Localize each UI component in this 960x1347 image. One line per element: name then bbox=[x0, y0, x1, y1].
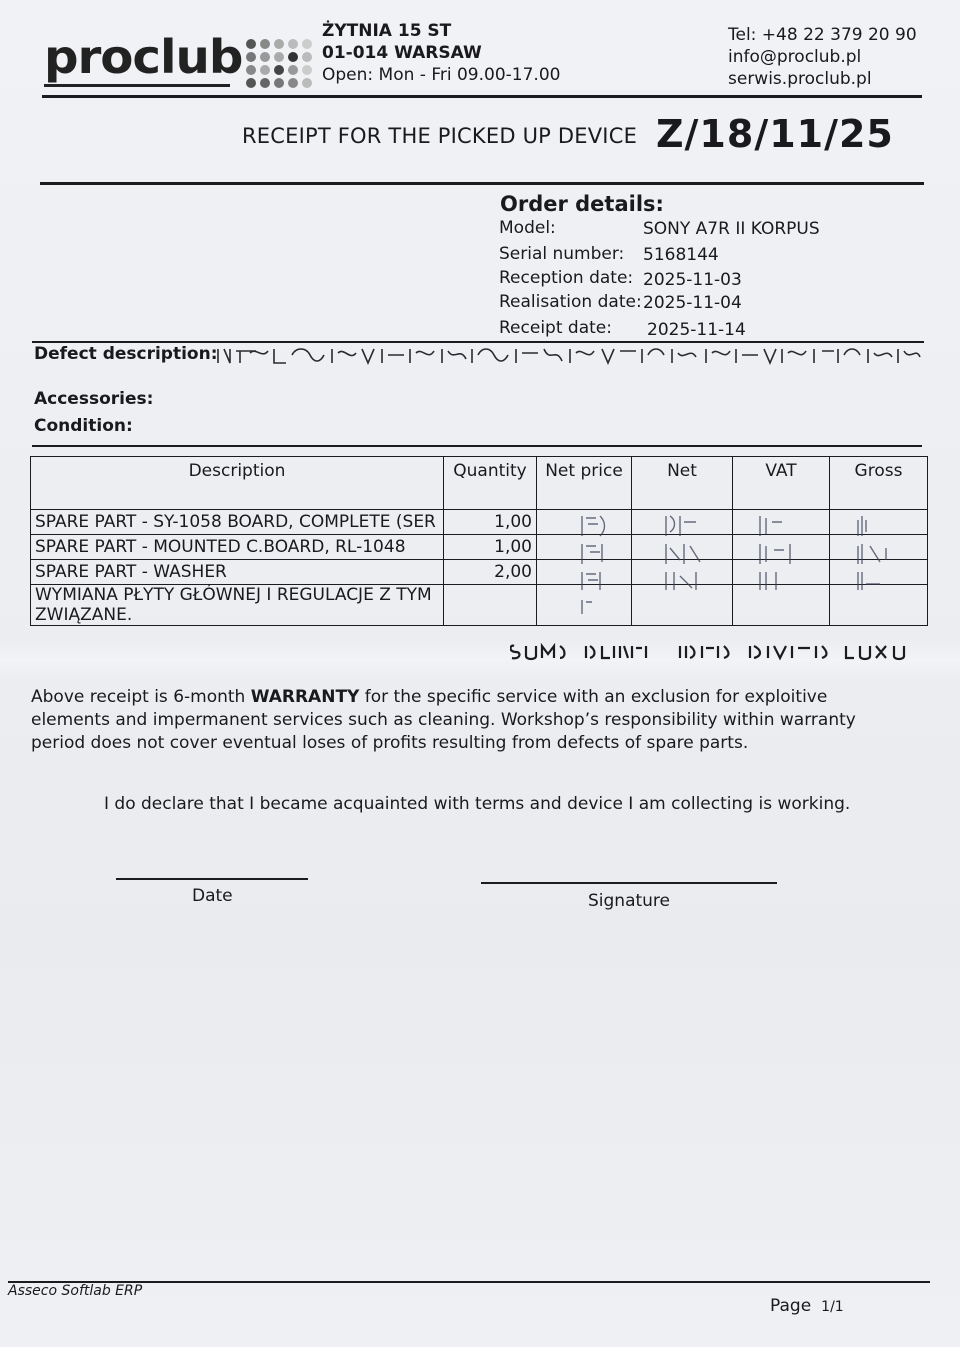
row-description: SPARE PART - SY-1058 BOARD, COMPLETE (SER bbox=[31, 510, 444, 535]
opening-hours: Open: Mon - Fri 09.00-17.00 bbox=[322, 65, 561, 85]
row-quantity bbox=[444, 585, 537, 626]
serial-label: Serial number: bbox=[499, 244, 625, 264]
row-quantity: 2,00 bbox=[444, 560, 537, 585]
receipt-date-value: 2025-11-14 bbox=[647, 320, 746, 340]
table-header-row bbox=[31, 457, 928, 510]
col-gross: Gross bbox=[830, 457, 928, 510]
table-top-divider bbox=[32, 445, 922, 447]
col-net: Net bbox=[632, 457, 733, 510]
redacted-sum bbox=[510, 640, 910, 662]
company-address bbox=[322, 20, 560, 86]
redacted-defect-text bbox=[216, 345, 922, 367]
redacted-prices bbox=[570, 510, 910, 620]
col-description: Description bbox=[31, 457, 444, 510]
row-description: SPARE PART - WASHER bbox=[31, 560, 444, 585]
row-description: WYMIANA PŁYTY GŁÓWNEJ I REGULACJE Z TYM ZWIĄZANE. bbox=[31, 585, 444, 626]
address-street: ŻYTNIA 15 ST bbox=[322, 21, 452, 41]
erp-software-name: Asseco Softlab ERP bbox=[8, 1283, 143, 1299]
receipt-date-label: Receipt date: bbox=[499, 318, 612, 338]
col-quantity: Quantity bbox=[444, 457, 537, 510]
warranty-keyword: WARRANTY bbox=[250, 687, 360, 707]
title-divider bbox=[40, 182, 924, 185]
website: serwis.proclub.pl bbox=[728, 69, 872, 89]
warranty-text-start: Above receipt is 6-month bbox=[31, 687, 251, 707]
date-line bbox=[116, 878, 308, 880]
row-quantity: 1,00 bbox=[444, 510, 537, 535]
company-contact bbox=[728, 24, 917, 90]
row-quantity: 1,00 bbox=[444, 535, 537, 560]
reception-date-label: Reception date: bbox=[499, 268, 634, 288]
model-label: Model: bbox=[499, 218, 556, 238]
model-value: SONY A7R II KORPUS bbox=[643, 219, 820, 239]
date-label: Date bbox=[192, 886, 233, 906]
defect-divider bbox=[32, 341, 924, 343]
row-description: SPARE PART - MOUNTED C.BOARD, RL-1048 bbox=[31, 535, 444, 560]
address-city: 01-014 WARSAW bbox=[322, 43, 482, 63]
phone-number: Tel: +48 22 379 20 90 bbox=[728, 25, 917, 45]
reception-date-value: 2025-11-03 bbox=[643, 270, 742, 290]
warranty-text bbox=[31, 686, 911, 755]
page-indicator bbox=[770, 1296, 844, 1316]
signature-line bbox=[481, 882, 777, 884]
signature-label: Signature bbox=[588, 891, 671, 911]
document-title: RECEIPT FOR THE PICKED UP DEVICE bbox=[242, 124, 638, 148]
serial-value: 5168144 bbox=[643, 245, 719, 265]
defect-description-label: Defect description: bbox=[34, 344, 218, 364]
col-vat: VAT bbox=[733, 457, 830, 510]
col-net-price: Net price bbox=[537, 457, 632, 510]
page-label: Page bbox=[770, 1296, 812, 1316]
condition-label: Condition: bbox=[34, 416, 133, 436]
header-divider bbox=[42, 95, 922, 98]
realisation-date-value: 2025-11-04 bbox=[643, 293, 742, 313]
warranty-text-end: for the specific service with an exclusion for exploitive elements and impermanent services such as cleaning. Workshop’s responsibility within warranty period does not cover eventual loses of profits resulting from defects of spare parts. bbox=[31, 687, 856, 753]
declaration-text: I do declare that I became acquainted with terms and device I am collecting is working. bbox=[104, 794, 851, 814]
page-number: 1/1 bbox=[821, 1299, 844, 1315]
proclub-logo: proclub bbox=[44, 30, 243, 84]
logo-dots-icon bbox=[244, 37, 314, 89]
realisation-date-label: Realisation date: bbox=[499, 292, 642, 312]
footer-divider bbox=[8, 1281, 930, 1283]
email-address: info@proclub.pl bbox=[728, 47, 862, 67]
accessories-label: Accessories: bbox=[34, 389, 154, 409]
order-details-heading: Order details: bbox=[500, 192, 664, 216]
logo-underline bbox=[44, 84, 230, 87]
document-number: Z/18/11/25 bbox=[656, 112, 894, 156]
